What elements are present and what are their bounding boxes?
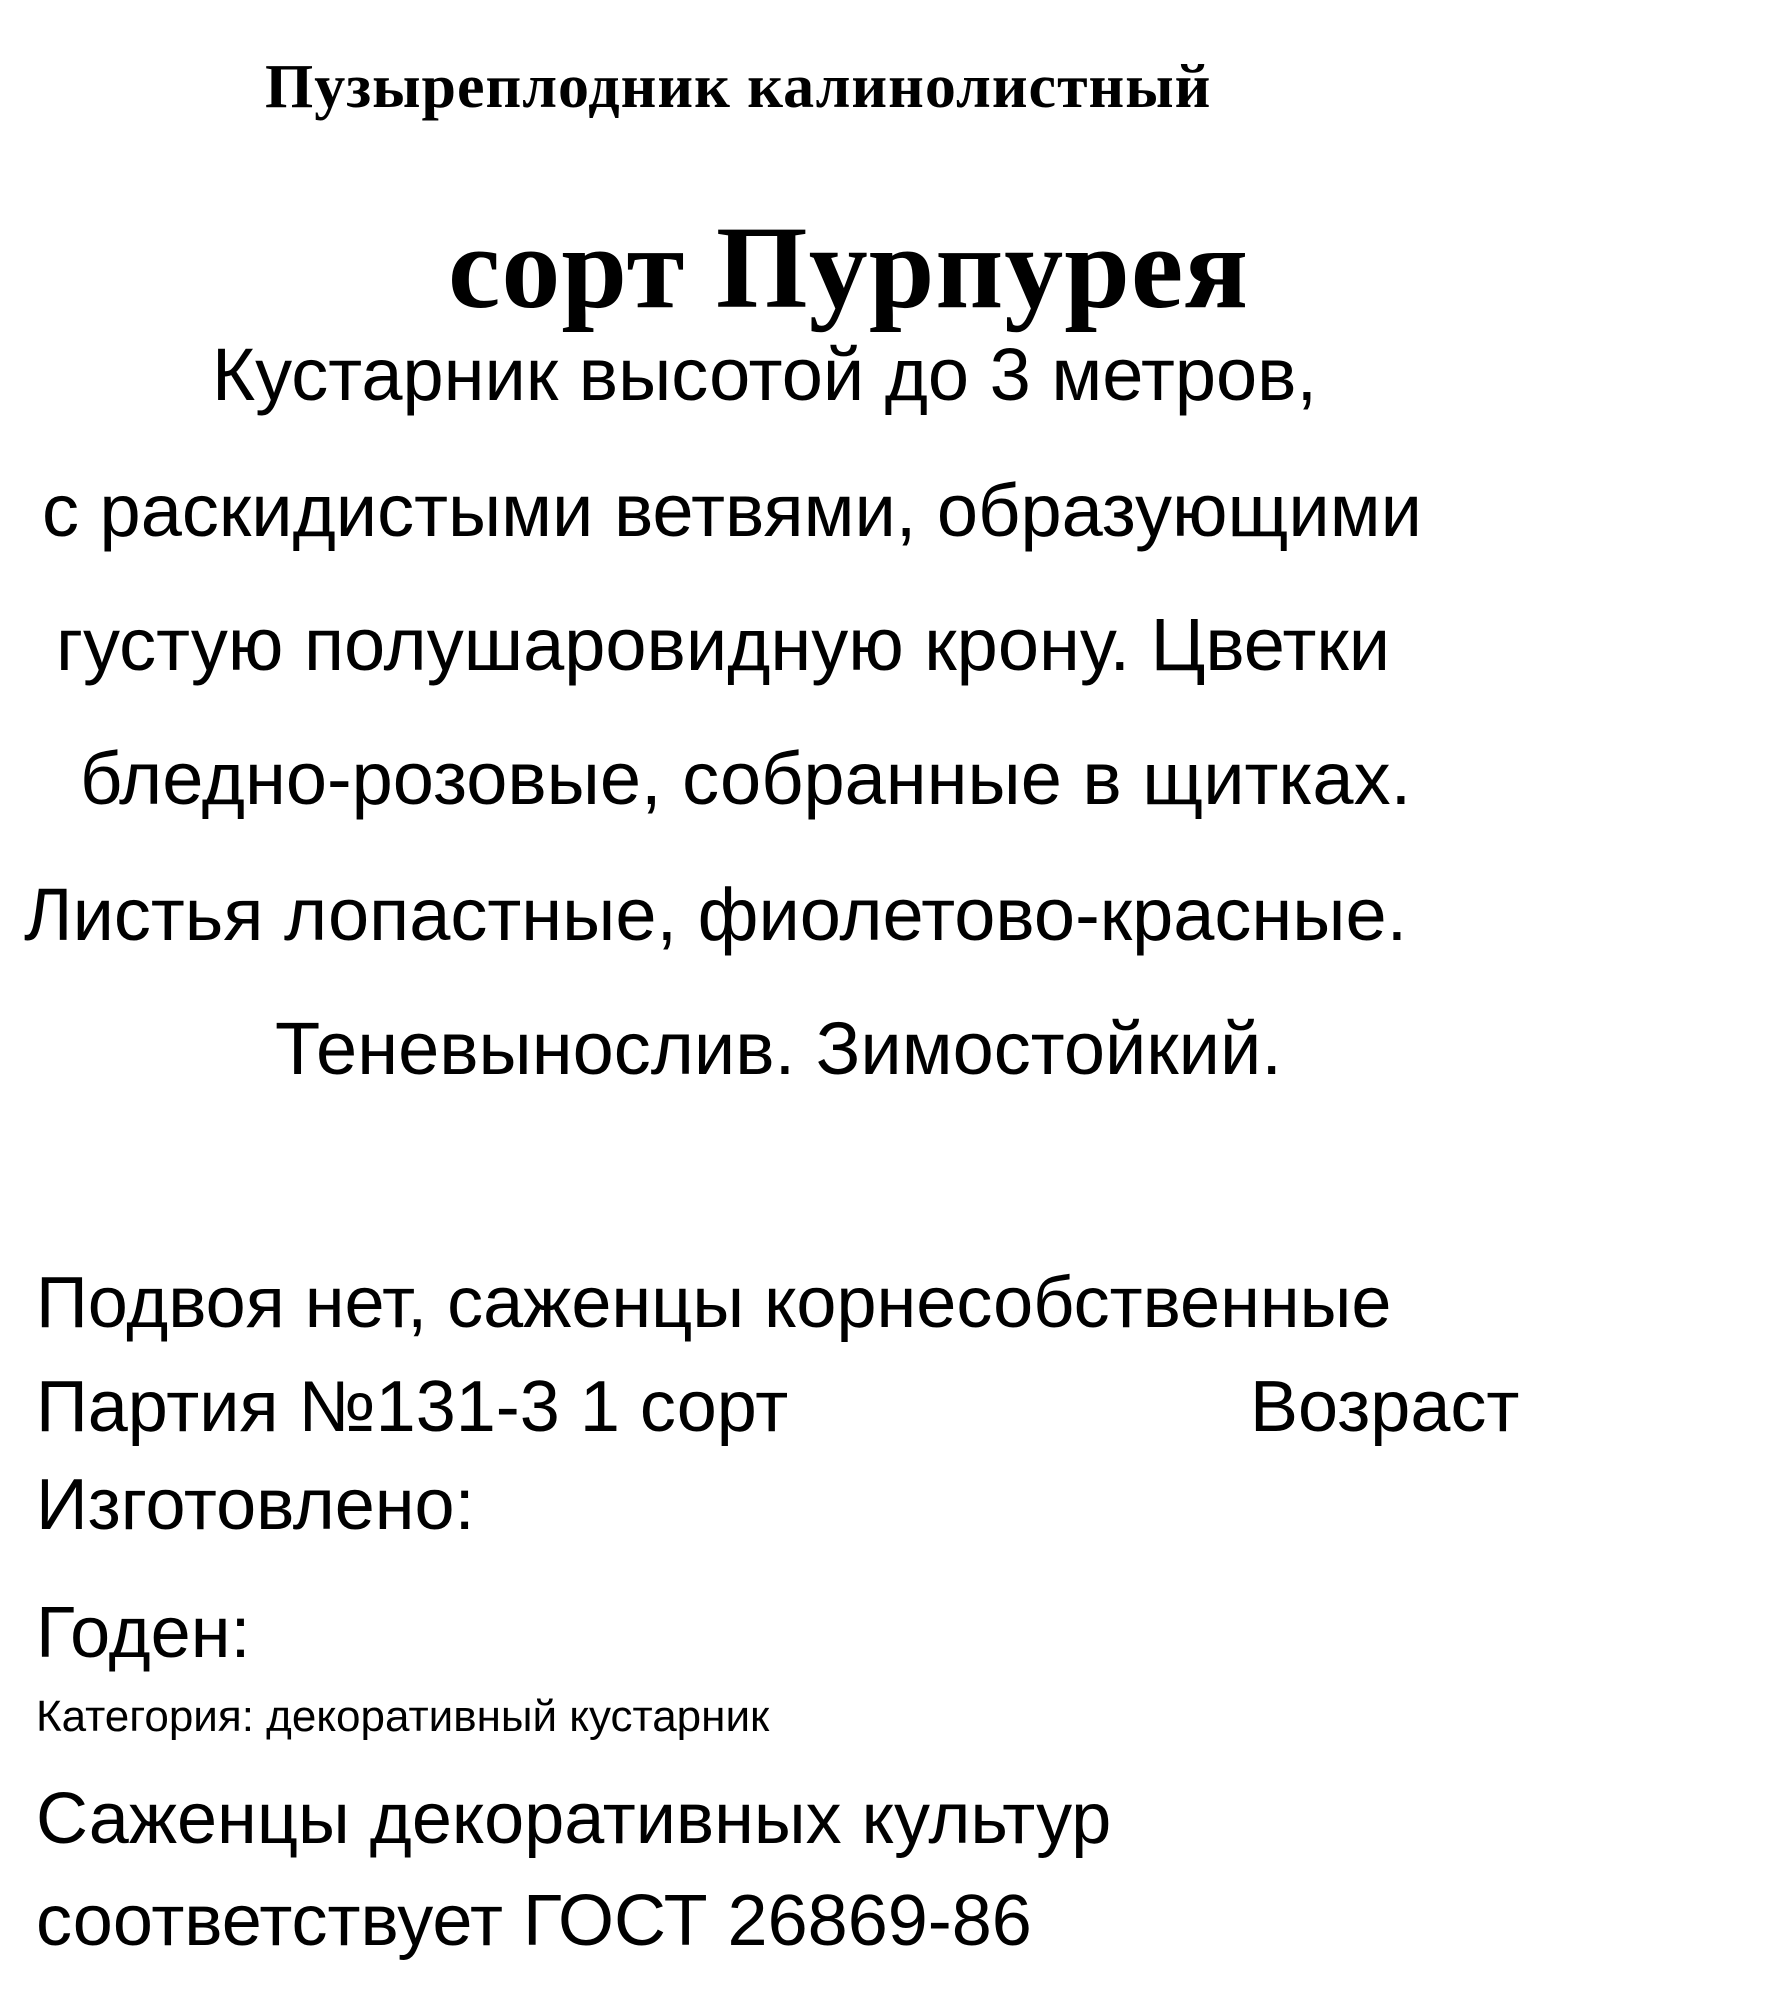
expiry-label: Годен: — [36, 1593, 251, 1673]
category-line: Категория: декоративный кустарник — [36, 1692, 770, 1741]
batch-number: Партия №131-3 1 сорт — [36, 1367, 789, 1447]
age-label: Возраст — [1250, 1367, 1520, 1447]
description-line: Кустарник высотой до 3 метров, — [212, 333, 1318, 416]
description-line: бледно-розовые, собранные в щитках. — [80, 737, 1412, 820]
standard-line: Саженцы декоративных культур — [36, 1779, 1112, 1859]
description-line: густую полушаровидную крону. Цветки — [56, 603, 1391, 686]
manufactured-label: Изготовлено: — [36, 1465, 475, 1545]
species-name: Пузыреплодник калинолистный — [265, 53, 1212, 121]
description-line: с раскидистыми ветвями, образующими — [42, 469, 1422, 552]
rootstock-note: Подвоя нет, саженцы корнесобственные — [36, 1263, 1392, 1343]
standard-line: соответствует ГОСТ 26869-86 — [36, 1881, 1032, 1961]
description-line: Теневынослив. Зимостойкий. — [275, 1007, 1282, 1090]
variety-name: сорт Пурпурея — [448, 202, 1250, 333]
description-line: Листья лопастные, фиолетово-красные. — [24, 873, 1408, 956]
